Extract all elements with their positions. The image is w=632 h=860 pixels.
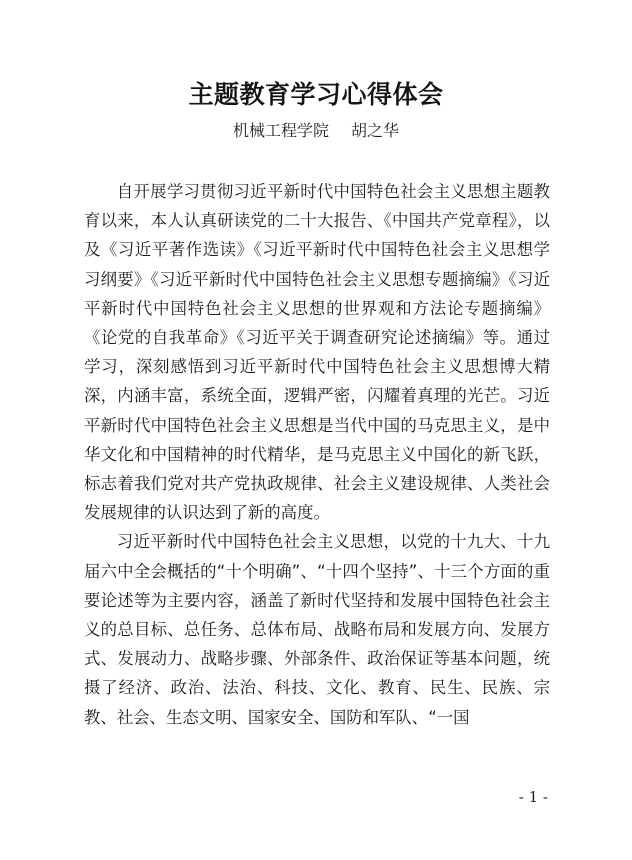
document-title: 主题教育学习心得体会 (188, 80, 444, 109)
author-name: 胡之华 (351, 121, 400, 140)
page-number: - 1 - (518, 788, 548, 806)
author-line (0, 120, 632, 142)
document-body (84, 177, 550, 732)
paragraph-2: 习近平新时代中国特色社会主义思想，以党的十九大、十九届六中全会概括的“十个明确”、“十四个坚持”、十三个方面的重要论述等为主要内容，涵盖了新时代坚持和发展中国特色社会主义的总目标、总任务、总体布局、战略布局和发展方向、发展方式、发展动力、战略步骤、外部条件、政治保证等基本问题，统摄了经济、政治、法治、科技、文化、教育、民生、民族、宗教、社会、生态文明、国家安全、国防和军队、“一国 (84, 532, 550, 727)
author-unit: 机械工程学院 (232, 121, 329, 140)
paragraph-1: 自开展学习贯彻习近平新时代中国特色社会主义思想主题教育以来，本人认真研读党的二十大报告、《中国共产党章程》，以及《习近平著作选读》《习近平新时代中国特色社会主义思想学习纲要》《习近平新时代中国特色社会主义思想专题摘编》《习近平新时代中国特色社会主义思想的世界观和方法论专题摘编》《论党的自我革命》《习近平关于调查研究论述摘编》等。通过学习，深刻感悟到习近平新时代中国特色社会主义思想博大精深，内涵丰富，系统全面，逻辑严密，闪耀着真理的光芒。习近平新时代中国特色社会主义思想是当代中国的马克思主义，是中华文化和中国精神的时代精华，是马克思主义中国化的新飞跃，标志着我们党对共产党执政规律、社会主义建设规律、人类社会发展规律的认识达到了新的高度。 (84, 182, 550, 523)
